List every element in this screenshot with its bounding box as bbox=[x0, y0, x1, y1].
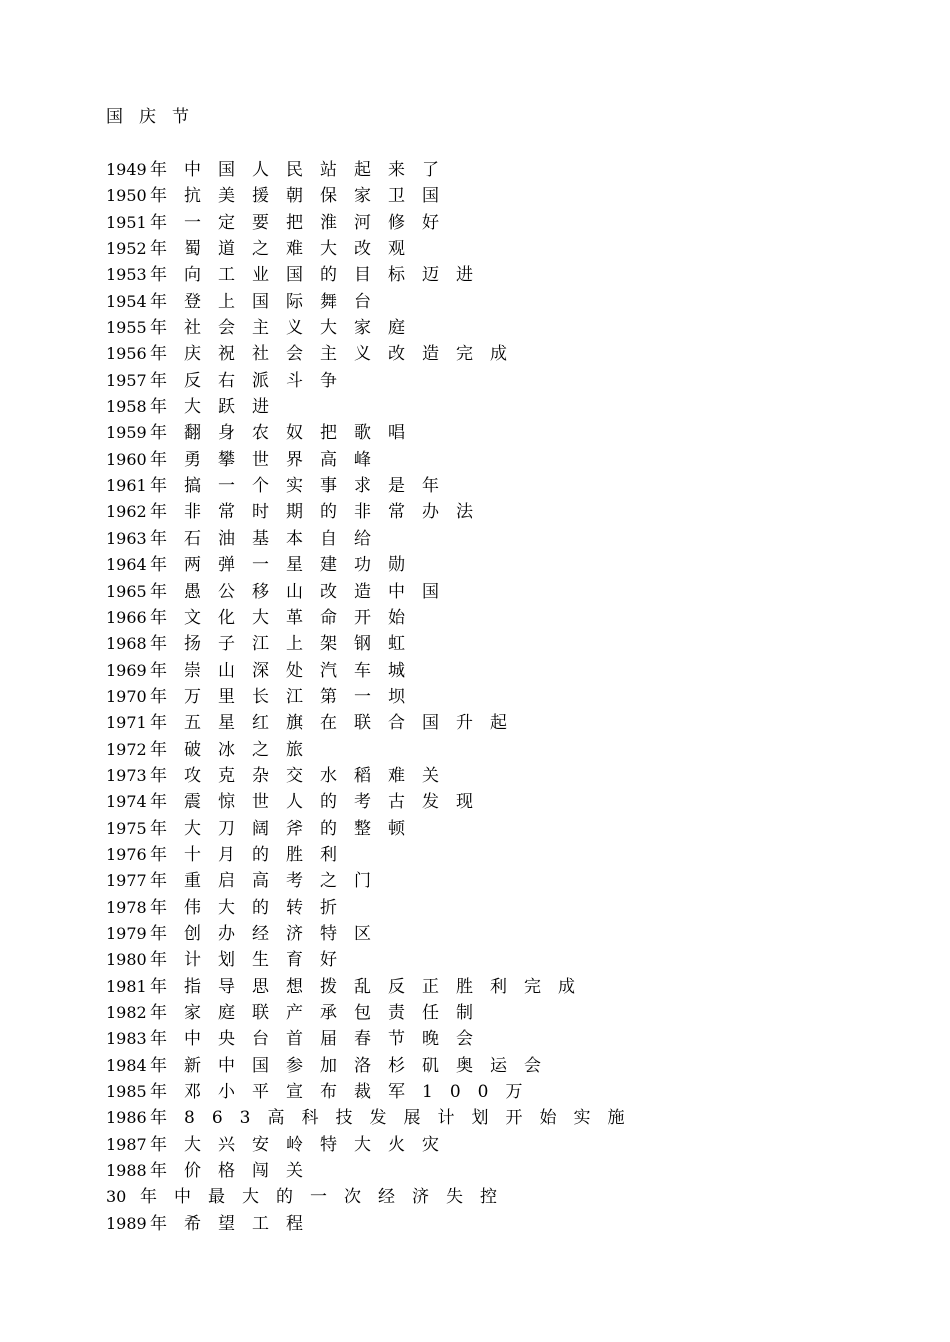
timeline-entry bbox=[106, 552, 641, 578]
entry-text: 年社会主义大家庭 bbox=[150, 318, 422, 339]
entry-year: 1956 bbox=[106, 344, 147, 364]
entry-text: 年中央台首届春节晚会 bbox=[150, 1029, 490, 1050]
entry-text: 年家庭联产承包责任制 bbox=[150, 1003, 490, 1023]
entry-text: 年一定要把淮河修好 bbox=[150, 212, 456, 233]
entry-text: 年伟大的转折 bbox=[150, 897, 354, 918]
entry-year: 1982 bbox=[106, 1003, 147, 1022]
entry-year: 1952 bbox=[106, 239, 147, 259]
entry-text: 年勇攀世界高峰 bbox=[150, 449, 388, 470]
entry-text: 年攻克杂交水稻难关 bbox=[150, 765, 456, 786]
timeline-entry bbox=[106, 1132, 641, 1158]
entry-year: 1960 bbox=[106, 449, 147, 469]
entry-year: 1954 bbox=[106, 291, 147, 311]
entry-text: 年指导思想拨乱反正胜利完成 bbox=[150, 976, 592, 997]
entry-text: 年反右派斗争 bbox=[150, 370, 354, 391]
entry-text: 年创办经济特区 bbox=[150, 923, 388, 944]
entry-year: 1973 bbox=[106, 765, 147, 785]
entry-text: 年中最大的一次经济失控 bbox=[140, 1187, 514, 1208]
timeline-entry bbox=[106, 368, 641, 394]
timeline-entry bbox=[106, 947, 641, 973]
entry-text: 年863高科技发展计划开始实施 bbox=[150, 1108, 642, 1129]
entry-text: 年翻身农奴把歌唱 bbox=[150, 423, 422, 444]
entry-year: 1966 bbox=[106, 607, 147, 627]
entry-text: 年大兴安岭特大火灾 bbox=[150, 1134, 456, 1155]
entry-text: 年非常时期的非常办法 bbox=[150, 502, 490, 523]
entry-text: 年登上国际舞台 bbox=[150, 291, 388, 312]
timeline-entry bbox=[106, 394, 641, 420]
entry-text: 年重启高考之门 bbox=[150, 871, 388, 892]
entry-year: 1983 bbox=[106, 1029, 147, 1049]
timeline-entry bbox=[106, 473, 641, 499]
timeline-entry bbox=[106, 236, 641, 262]
entry-year: 1975 bbox=[106, 818, 147, 838]
timeline-entry bbox=[106, 1184, 641, 1210]
timeline-entry bbox=[106, 289, 641, 315]
entry-year: 1961 bbox=[106, 476, 147, 496]
entry-year: 1969 bbox=[106, 660, 147, 680]
timeline-entry bbox=[106, 631, 641, 657]
timeline-entry bbox=[106, 789, 641, 815]
timeline-entry bbox=[106, 710, 641, 736]
entry-text: 年邓小平宣布裁军100万 bbox=[150, 1082, 540, 1103]
entry-text: 年石油基本自给 bbox=[150, 528, 388, 549]
entry-year: 1980 bbox=[106, 950, 147, 970]
timeline-entry bbox=[106, 816, 641, 842]
timeline-entry bbox=[106, 763, 641, 789]
entry-text: 年五星红旗在联合国升起 bbox=[150, 713, 524, 734]
timeline-entry bbox=[106, 737, 641, 763]
entry-text: 年万里长江第一坝 bbox=[150, 686, 422, 707]
entry-year: 1984 bbox=[106, 1055, 147, 1075]
timeline-entry bbox=[106, 658, 641, 684]
timeline-entry bbox=[106, 341, 641, 367]
entry-text: 年大刀阔斧的整顿 bbox=[150, 818, 422, 839]
entry-text: 年抗美援朝保家卫国 bbox=[150, 186, 456, 207]
entry-text: 年两弹一星建功勋 bbox=[150, 555, 422, 576]
entry-text: 年文化大革命开始 bbox=[150, 607, 422, 628]
entry-year: 1971 bbox=[106, 713, 147, 733]
entry-year: 30 bbox=[106, 1187, 127, 1207]
entry-text: 年十月的胜利 bbox=[150, 844, 354, 865]
entry-text: 年新中国参加洛杉矶奥运会 bbox=[150, 1055, 558, 1076]
entry-text: 年大跃进 bbox=[150, 397, 286, 418]
entry-year: 1979 bbox=[106, 923, 147, 943]
timeline-entry bbox=[106, 1158, 641, 1184]
entry-text: 年向工业国的目标迈进 bbox=[150, 265, 490, 286]
entry-year: 1988 bbox=[106, 1161, 147, 1181]
entry-year: 1977 bbox=[106, 871, 147, 891]
entry-text: 年愚公移山改造中国 bbox=[150, 581, 456, 602]
entry-text: 年计划生育好 bbox=[150, 950, 354, 971]
entry-year: 1965 bbox=[106, 581, 147, 601]
timeline-entry bbox=[106, 579, 641, 605]
entry-text: 年庆祝社会主义改造完成 bbox=[150, 344, 524, 365]
timeline-entry bbox=[106, 315, 641, 341]
timeline-entry bbox=[106, 183, 641, 209]
entry-text: 年价格闯关 bbox=[150, 1161, 320, 1182]
entry-year: 1964 bbox=[106, 555, 147, 575]
timeline-entry bbox=[106, 1079, 641, 1105]
entry-year: 1978 bbox=[106, 897, 147, 917]
entry-year: 1959 bbox=[106, 423, 147, 443]
timeline-entry bbox=[106, 499, 641, 525]
entry-year: 1968 bbox=[106, 634, 147, 654]
entry-text: 年震惊世人的考古发现 bbox=[150, 792, 490, 813]
entry-year: 1985 bbox=[106, 1082, 147, 1102]
entry-year: 1987 bbox=[106, 1134, 147, 1154]
timeline-entry bbox=[106, 974, 641, 1000]
timeline-entry bbox=[106, 157, 641, 183]
entry-year: 1950 bbox=[106, 186, 147, 206]
timeline-entry bbox=[106, 1000, 641, 1026]
entry-text: 年崇山深处汽车城 bbox=[150, 660, 422, 681]
timeline-entry bbox=[106, 895, 641, 921]
entry-year: 1957 bbox=[106, 370, 147, 390]
timeline-entry bbox=[106, 210, 641, 236]
timeline-entry bbox=[106, 842, 641, 868]
document-title: 国庆节 bbox=[106, 107, 205, 127]
entry-year: 1970 bbox=[106, 686, 147, 706]
timeline-entry bbox=[106, 684, 641, 710]
entry-text: 年蜀道之难大改观 bbox=[150, 239, 422, 260]
entry-text: 年扬子江上架钢虹 bbox=[150, 634, 422, 655]
entry-year: 1955 bbox=[106, 318, 147, 338]
entry-year: 1953 bbox=[106, 265, 147, 285]
timeline-entry bbox=[106, 420, 641, 446]
entry-year: 1963 bbox=[106, 528, 147, 548]
entry-year: 1974 bbox=[106, 792, 147, 812]
timeline-entry bbox=[106, 1211, 641, 1237]
entry-text: 年中国人民站起来了 bbox=[150, 160, 456, 180]
entry-year: 1986 bbox=[106, 1108, 147, 1128]
timeline-entry bbox=[106, 921, 641, 947]
timeline-entry bbox=[106, 1105, 641, 1131]
entry-year: 1972 bbox=[106, 739, 147, 759]
entry-year: 1958 bbox=[106, 397, 147, 417]
timeline-entry bbox=[106, 1026, 641, 1052]
timeline-list bbox=[106, 157, 641, 1237]
entry-year: 1976 bbox=[106, 844, 147, 864]
timeline-entry bbox=[106, 868, 641, 894]
entry-year: 1989 bbox=[106, 1213, 147, 1233]
timeline-entry bbox=[106, 526, 641, 552]
entry-text: 年希望工程 bbox=[150, 1213, 320, 1234]
entry-text: 年破冰之旅 bbox=[150, 739, 320, 760]
timeline-entry bbox=[106, 447, 641, 473]
entry-year: 1949 bbox=[106, 160, 147, 179]
entry-text: 年搞一个实事求是年 bbox=[150, 476, 456, 497]
entry-year: 1951 bbox=[106, 212, 147, 232]
entry-year: 1962 bbox=[106, 502, 147, 522]
entry-year: 1981 bbox=[106, 976, 147, 996]
timeline-entry bbox=[106, 605, 641, 631]
timeline-entry bbox=[106, 262, 641, 288]
timeline-entry bbox=[106, 1053, 641, 1079]
